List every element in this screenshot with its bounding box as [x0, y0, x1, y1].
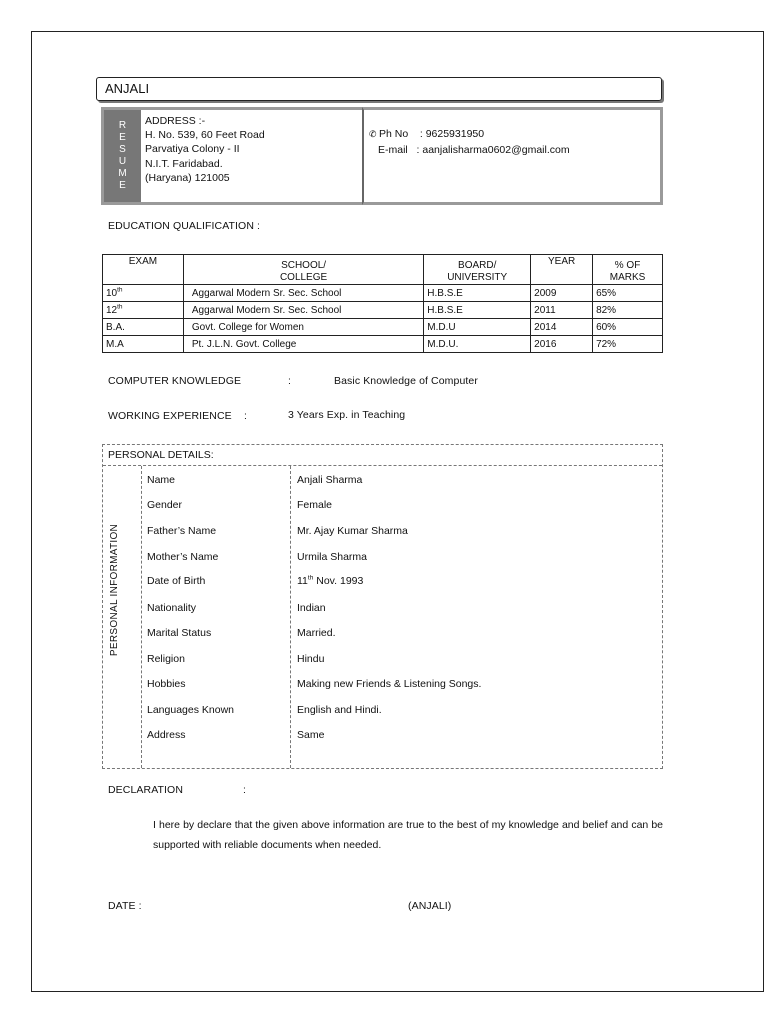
address-box [101, 107, 362, 205]
table-row [103, 285, 663, 302]
column-divider [141, 466, 142, 768]
field-label: Name [147, 474, 176, 486]
contact-box [362, 107, 663, 205]
cell-marks: 72% [593, 336, 663, 353]
field-label: Date of Birth [147, 575, 206, 587]
cell-board: M.D.U. [424, 336, 531, 353]
contact-lines [369, 126, 570, 158]
cell-marks: 82% [593, 302, 663, 319]
personal-details-title: PERSONAL DETAILS: [103, 445, 662, 466]
column-divider [290, 466, 291, 768]
working-experience-label: WORKING EXPERIENCE [108, 410, 232, 422]
resume-letter: S [119, 144, 126, 155]
field-value: Indian [297, 602, 326, 614]
phone-icon: ✆ [369, 129, 377, 139]
education-header-row [103, 255, 663, 285]
field-label: Gender [147, 499, 183, 511]
resume-letter: E [119, 132, 126, 143]
address-line: ADDRESS :- [145, 115, 206, 127]
cell-exam: 12th [103, 302, 184, 319]
email-value: : aanjalisharma0602@gmail.com [416, 144, 570, 156]
field-value: Urmila Sharma [297, 551, 368, 563]
declaration-label: DECLARATION [108, 784, 183, 796]
cell-school: Pt. J.L.N. Govt. College [183, 336, 423, 353]
table-row [103, 302, 663, 319]
field-label: Marital Status [147, 627, 212, 639]
personal-details-box [102, 444, 663, 769]
col-header-exam: EXAM [103, 255, 184, 285]
phone-row [369, 126, 570, 142]
field-label: Languages Known [147, 704, 234, 716]
field-label: Mother’s Name [147, 551, 219, 563]
field-value: Female [297, 499, 333, 511]
field-label: Address [147, 729, 186, 741]
col-header-year: YEAR [531, 255, 593, 285]
field-value: English and Hindi. [297, 704, 382, 716]
field-label: Nationality [147, 602, 197, 614]
phone-value: : 9625931950 [419, 128, 485, 140]
cell-year: 2011 [531, 302, 593, 319]
resume-letter: E [119, 180, 126, 191]
address-line: (Haryana) 121005 [145, 171, 230, 184]
field-value: Making new Friends & Listening Songs. [297, 678, 482, 690]
candidate-name: ANJALI [105, 81, 150, 96]
address-line: N.I.T. Faridabad. [145, 157, 223, 170]
resume-letter: U [118, 156, 127, 167]
date-label: DATE : [108, 900, 142, 912]
field-label: Religion [147, 653, 185, 665]
phone-label: Ph No [379, 128, 409, 140]
working-experience-value: 3 Years Exp. in Teaching [288, 409, 406, 421]
name-header [96, 77, 662, 101]
cell-year: 2009 [531, 285, 593, 302]
field-value: Anjali Sharma [297, 474, 363, 486]
cell-board: H.B.S.E [424, 285, 531, 302]
working-experience-colon: : [244, 410, 248, 422]
personal-information-side-label: PERSONAL INFORMATION [109, 523, 120, 657]
cell-exam: M.A [103, 336, 184, 353]
cell-year: 2016 [531, 336, 593, 353]
declaration-text: I here by declare that the given above information are true to the best of my knowledge and belief and can be supported with reliable documents when needed. [153, 819, 663, 851]
computer-knowledge-label: COMPUTER KNOWLEDGE [108, 375, 242, 387]
declaration-colon: : [243, 784, 247, 796]
computer-knowledge-value: Basic Knowledge of Computer [334, 375, 478, 387]
cell-marks: 60% [593, 319, 663, 336]
email-row [369, 142, 570, 158]
computer-knowledge-colon: : [288, 375, 292, 387]
field-label: Father’s Name [147, 525, 217, 537]
signature-name: (ANJALI) [408, 900, 452, 912]
cell-school: Aggarwal Modern Sr. Sec. School [183, 285, 423, 302]
education-title: EDUCATION QUALIFICATION : [108, 220, 261, 232]
cell-school: Govt. College for Women [183, 319, 423, 336]
field-value: Same [297, 729, 325, 741]
cell-school: Aggarwal Modern Sr. Sec. School [183, 302, 423, 319]
address-lines [145, 114, 265, 185]
cell-marks: 65% [593, 285, 663, 302]
address-line: H. No. 539, 60 Feet Road [145, 129, 265, 142]
col-header-school: SCHOOL/ COLLEGE [183, 255, 423, 285]
col-header-board: BOARD/ UNIVERSITY [424, 255, 531, 285]
field-label: Hobbies [147, 678, 186, 690]
cell-board: H.B.S.E [424, 302, 531, 319]
field-value: Hindu [297, 653, 325, 665]
field-value: Married. [297, 627, 336, 639]
address-line: Parvatiya Colony - II [145, 143, 240, 156]
resume-letter: M [118, 168, 127, 179]
table-row [103, 319, 663, 336]
cell-exam: 10th [103, 285, 184, 302]
table-row [103, 336, 663, 353]
col-header-marks: % OF MARKS [593, 255, 663, 285]
cell-board: M.D.U [424, 319, 531, 336]
education-table [102, 254, 663, 353]
email-label: E-mail [378, 144, 408, 156]
cell-exam: B.A. [103, 319, 184, 336]
field-value: Mr. Ajay Kumar Sharma [297, 525, 408, 537]
cell-year: 2014 [531, 319, 593, 336]
resume-letter: R [118, 120, 127, 131]
resume-vertical-strip [104, 110, 141, 202]
field-value: 11th Nov. 1993 [297, 574, 364, 587]
